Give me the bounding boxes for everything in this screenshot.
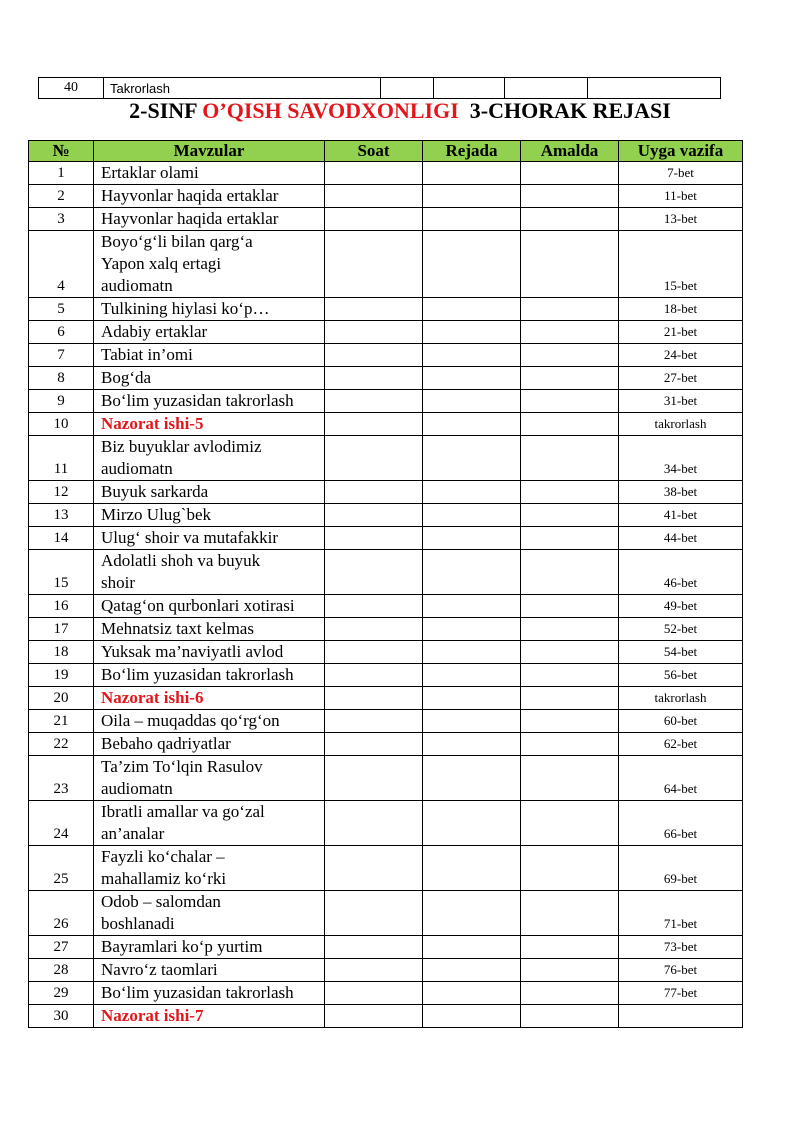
topic-line: Hayvonlar haqida ertaklar [101, 186, 279, 205]
planned-cell [423, 710, 521, 733]
planned-cell [423, 436, 521, 481]
row-topic [94, 618, 325, 641]
actual-cell [521, 733, 619, 756]
hours-cell [325, 710, 423, 733]
row-topic [94, 801, 325, 846]
row-topic [94, 982, 325, 1005]
table-row [29, 481, 743, 504]
empty-cell [434, 78, 505, 99]
hours-cell [325, 641, 423, 664]
actual-cell [521, 982, 619, 1005]
table-header-row [29, 141, 743, 162]
planned-cell [423, 413, 521, 436]
row-number: 12 [29, 481, 94, 504]
page-title [0, 98, 800, 124]
hours-cell [325, 891, 423, 936]
topic-line: Ibratli amallar va go‘zal [101, 802, 265, 821]
row-number: 19 [29, 664, 94, 687]
actual-cell [521, 550, 619, 595]
actual-cell [521, 390, 619, 413]
row-homework: 21-bet [619, 321, 743, 344]
row-number: 5 [29, 298, 94, 321]
hours-cell [325, 595, 423, 618]
row-topic [94, 413, 325, 436]
planned-cell [423, 595, 521, 618]
row-homework: 54-bet [619, 641, 743, 664]
topic-line: Oila – muqaddas qo‘rg‘on [101, 711, 280, 730]
planned-cell [423, 344, 521, 367]
table-row [29, 527, 743, 550]
row-number: 28 [29, 959, 94, 982]
hours-cell [325, 664, 423, 687]
planned-cell [423, 367, 521, 390]
empty-cell [505, 78, 588, 99]
planned-cell [423, 481, 521, 504]
row-homework: takrorlash [619, 687, 743, 710]
row-number: 9 [29, 390, 94, 413]
topic-line: Nazorat ishi-7 [101, 1006, 204, 1025]
planned-cell [423, 550, 521, 595]
topic-line: audiomatn [101, 276, 173, 295]
planned-cell [423, 733, 521, 756]
planned-cell [423, 231, 521, 298]
table-row [29, 390, 743, 413]
hours-cell [325, 504, 423, 527]
table-row [29, 321, 743, 344]
table-row [29, 231, 743, 298]
row-number: 8 [29, 367, 94, 390]
actual-cell [521, 641, 619, 664]
topic-line: Mehnatsiz taxt kelmas [101, 619, 254, 638]
planned-cell [423, 891, 521, 936]
hours-cell [325, 687, 423, 710]
row-number: 18 [29, 641, 94, 664]
row-topic [94, 595, 325, 618]
row-topic [94, 504, 325, 527]
actual-cell [521, 618, 619, 641]
row-topic [94, 846, 325, 891]
row-homework: takrorlash [619, 413, 743, 436]
row-number: 1 [29, 162, 94, 185]
row-number: 6 [29, 321, 94, 344]
row-number: 3 [29, 208, 94, 231]
row-homework: 77-bet [619, 982, 743, 1005]
hours-cell [325, 162, 423, 185]
planned-cell [423, 185, 521, 208]
hours-cell [325, 1005, 423, 1028]
row-topic [94, 891, 325, 936]
planned-cell [423, 527, 521, 550]
row-homework: 73-bet [619, 936, 743, 959]
hours-cell [325, 208, 423, 231]
actual-cell [521, 527, 619, 550]
row-topic [94, 344, 325, 367]
planned-cell [423, 162, 521, 185]
actual-cell [521, 801, 619, 846]
topic-line: audiomatn [101, 459, 173, 478]
row-topic [94, 208, 325, 231]
row-topic [94, 162, 325, 185]
row-homework: 7-bet [619, 162, 743, 185]
row-topic [94, 733, 325, 756]
planned-cell [423, 664, 521, 687]
column-header-actual: Amalda [521, 141, 619, 162]
row-number: 25 [29, 846, 94, 891]
row-homework: 13-bet [619, 208, 743, 231]
row-topic [94, 664, 325, 687]
row-number: 17 [29, 618, 94, 641]
hours-cell [325, 367, 423, 390]
planned-cell [423, 959, 521, 982]
actual-cell [521, 298, 619, 321]
column-header-hours: Soat [325, 141, 423, 162]
row-homework: 24-bet [619, 344, 743, 367]
hours-cell [325, 413, 423, 436]
row-number: 27 [29, 936, 94, 959]
topic-line: Yuksak ma’naviyatli avlod [101, 642, 284, 661]
row-homework: 64-bet [619, 756, 743, 801]
row-homework: 52-bet [619, 618, 743, 641]
topic-line: Boyo‘g‘li bilan qarg‘a [101, 232, 253, 251]
row-topic [94, 231, 325, 298]
row-number: 30 [29, 1005, 94, 1028]
table-row [29, 344, 743, 367]
row-homework: 38-bet [619, 481, 743, 504]
hours-cell [325, 801, 423, 846]
column-header-topics: Mavzular [94, 141, 325, 162]
planned-cell [423, 618, 521, 641]
row-number: 15 [29, 550, 94, 595]
row-topic [94, 481, 325, 504]
actual-cell [521, 321, 619, 344]
hours-cell [325, 733, 423, 756]
row-number: 23 [29, 756, 94, 801]
title-subject: O’QISH SAVODXONLIGI [202, 98, 459, 123]
topic-line: Adabiy ertaklar [101, 322, 208, 341]
table-row [29, 801, 743, 846]
actual-cell [521, 436, 619, 481]
topic-line: Nazorat ishi-6 [101, 688, 204, 707]
topic-line: Yapon xalq ertagi [101, 254, 222, 273]
row-homework: 27-bet [619, 367, 743, 390]
table-row [29, 618, 743, 641]
row-topic [94, 367, 325, 390]
hours-cell [325, 390, 423, 413]
topic-line: Bo‘lim yuzasidan takrorlash [101, 391, 294, 410]
row-number: 14 [29, 527, 94, 550]
topic-line: audiomatn [101, 779, 173, 798]
hours-cell [325, 982, 423, 1005]
topic-line: Hayvonlar haqida ertaklar [101, 209, 279, 228]
row-homework [619, 1005, 743, 1028]
row-topic [94, 390, 325, 413]
actual-cell [521, 959, 619, 982]
column-header-number: № [29, 141, 94, 162]
table-row [29, 367, 743, 390]
topic-line: Adolatli shoh va buyuk [101, 551, 261, 570]
empty-cell [381, 78, 434, 99]
row-topic [94, 687, 325, 710]
title-grade: 2-SINF [129, 98, 203, 123]
title-plan: 3-CHORAK REJASI [458, 98, 671, 123]
row-homework: 18-bet [619, 298, 743, 321]
row-topic [94, 436, 325, 481]
row-homework: 34-bet [619, 436, 743, 481]
table-row [39, 78, 721, 99]
hours-cell [325, 344, 423, 367]
row-homework: 60-bet [619, 710, 743, 733]
row-number: 10 [29, 413, 94, 436]
row-topic [94, 185, 325, 208]
planned-cell [423, 801, 521, 846]
hours-cell [325, 527, 423, 550]
row-number: 11 [29, 436, 94, 481]
table-row [29, 185, 743, 208]
topic-line: shoir [101, 573, 135, 592]
table-row [29, 982, 743, 1005]
row-homework: 46-bet [619, 550, 743, 595]
topic-line: mahallamiz ko‘rki [101, 869, 227, 888]
previous-page-table [38, 77, 721, 99]
column-header-homework: Uyga vazifa [619, 141, 743, 162]
empty-cell [588, 78, 721, 99]
hours-cell [325, 436, 423, 481]
table-row [29, 687, 743, 710]
table-row [29, 162, 743, 185]
planned-cell [423, 936, 521, 959]
planned-cell [423, 641, 521, 664]
planned-cell [423, 687, 521, 710]
row-number: 29 [29, 982, 94, 1005]
actual-cell [521, 344, 619, 367]
actual-cell [521, 1005, 619, 1028]
topic-line: Bo‘lim yuzasidan takrorlash [101, 983, 294, 1002]
table-row [29, 413, 743, 436]
actual-cell [521, 595, 619, 618]
row-homework: 49-bet [619, 595, 743, 618]
row-number: 22 [29, 733, 94, 756]
table-row [29, 1005, 743, 1028]
hours-cell [325, 936, 423, 959]
actual-cell [521, 664, 619, 687]
row-number: 26 [29, 891, 94, 936]
planned-cell [423, 390, 521, 413]
table-row [29, 936, 743, 959]
actual-cell [521, 185, 619, 208]
actual-cell [521, 936, 619, 959]
topic-line: Bo‘lim yuzasidan takrorlash [101, 665, 294, 684]
row-number: 20 [29, 687, 94, 710]
hours-cell [325, 321, 423, 344]
actual-cell [521, 687, 619, 710]
topic-line: Bebaho qadriyatlar [101, 734, 231, 753]
topic-line: Bayramlari ko‘p yurtim [101, 937, 263, 956]
lesson-plan-table [28, 140, 743, 1028]
row-homework: 62-bet [619, 733, 743, 756]
topic-line: Tabiat in’omi [101, 345, 193, 364]
row-homework: 76-bet [619, 959, 743, 982]
row-homework: 11-bet [619, 185, 743, 208]
row-homework: 56-bet [619, 664, 743, 687]
row-homework: 15-bet [619, 231, 743, 298]
row-topic [94, 756, 325, 801]
row-homework: 66-bet [619, 801, 743, 846]
row-number: 13 [29, 504, 94, 527]
row-number: 21 [29, 710, 94, 733]
table-row [29, 891, 743, 936]
table-row [29, 298, 743, 321]
hours-cell [325, 231, 423, 298]
row-topic [94, 959, 325, 982]
row-topic [94, 527, 325, 550]
actual-cell [521, 367, 619, 390]
row-topic [94, 321, 325, 344]
topic-line: Qatag‘on qurbonlari xotirasi [101, 596, 295, 615]
table-row [29, 846, 743, 891]
row-topic: Takrorlash [104, 78, 381, 99]
actual-cell [521, 162, 619, 185]
row-topic [94, 936, 325, 959]
topic-line: Ulug‘ shoir va mutafakkir [101, 528, 279, 547]
topic-line: Tulkining hiylasi ko‘p… [101, 299, 270, 318]
row-number: 24 [29, 801, 94, 846]
planned-cell [423, 298, 521, 321]
topic-line: Odob – salomdan [101, 892, 221, 911]
planned-cell [423, 1005, 521, 1028]
topic-line: Bog‘da [101, 368, 152, 387]
row-homework: 71-bet [619, 891, 743, 936]
table-row [29, 664, 743, 687]
hours-cell [325, 481, 423, 504]
table-row [29, 641, 743, 664]
row-homework: 31-bet [619, 390, 743, 413]
table-row [29, 208, 743, 231]
table-row [29, 710, 743, 733]
row-homework: 41-bet [619, 504, 743, 527]
row-topic [94, 1005, 325, 1028]
actual-cell [521, 413, 619, 436]
hours-cell [325, 959, 423, 982]
table-row [29, 504, 743, 527]
row-homework: 44-bet [619, 527, 743, 550]
topic-line: boshlanadi [101, 914, 175, 933]
planned-cell [423, 208, 521, 231]
topic-line: Ertaklar olami [101, 163, 199, 182]
row-topic [94, 641, 325, 664]
topic-line: Biz buyuklar avlodimiz [101, 437, 262, 456]
actual-cell [521, 846, 619, 891]
planned-cell [423, 321, 521, 344]
topic-line: Navro‘z taomlari [101, 960, 218, 979]
planned-cell [423, 982, 521, 1005]
actual-cell [521, 891, 619, 936]
planned-cell [423, 756, 521, 801]
actual-cell [521, 231, 619, 298]
row-number: 16 [29, 595, 94, 618]
topic-line: Buyuk sarkarda [101, 482, 209, 501]
actual-cell [521, 208, 619, 231]
table-row [29, 733, 743, 756]
row-number: 40 [39, 78, 104, 99]
row-number: 2 [29, 185, 94, 208]
topic-line: Ta’zim To‘lqin Rasulov [101, 757, 263, 776]
topic-line: Mirzo Ulug`bek [101, 505, 212, 524]
planned-cell [423, 504, 521, 527]
hours-cell [325, 185, 423, 208]
actual-cell [521, 504, 619, 527]
row-number: 4 [29, 231, 94, 298]
topic-line: an’analar [101, 824, 165, 843]
row-topic [94, 550, 325, 595]
table-row [29, 550, 743, 595]
row-topic [94, 710, 325, 733]
table-row [29, 756, 743, 801]
topic-line: Fayzli ko‘chalar – [101, 847, 225, 866]
actual-cell [521, 481, 619, 504]
hours-cell [325, 618, 423, 641]
topic-line: Nazorat ishi-5 [101, 414, 204, 433]
actual-cell [521, 710, 619, 733]
row-topic [94, 298, 325, 321]
row-number: 7 [29, 344, 94, 367]
table-row [29, 595, 743, 618]
table-row [29, 959, 743, 982]
hours-cell [325, 756, 423, 801]
hours-cell [325, 550, 423, 595]
column-header-planned: Rejada [423, 141, 521, 162]
actual-cell [521, 756, 619, 801]
table-body [29, 162, 743, 1028]
row-homework: 69-bet [619, 846, 743, 891]
table-row [29, 436, 743, 481]
hours-cell [325, 298, 423, 321]
planned-cell [423, 846, 521, 891]
hours-cell [325, 846, 423, 891]
